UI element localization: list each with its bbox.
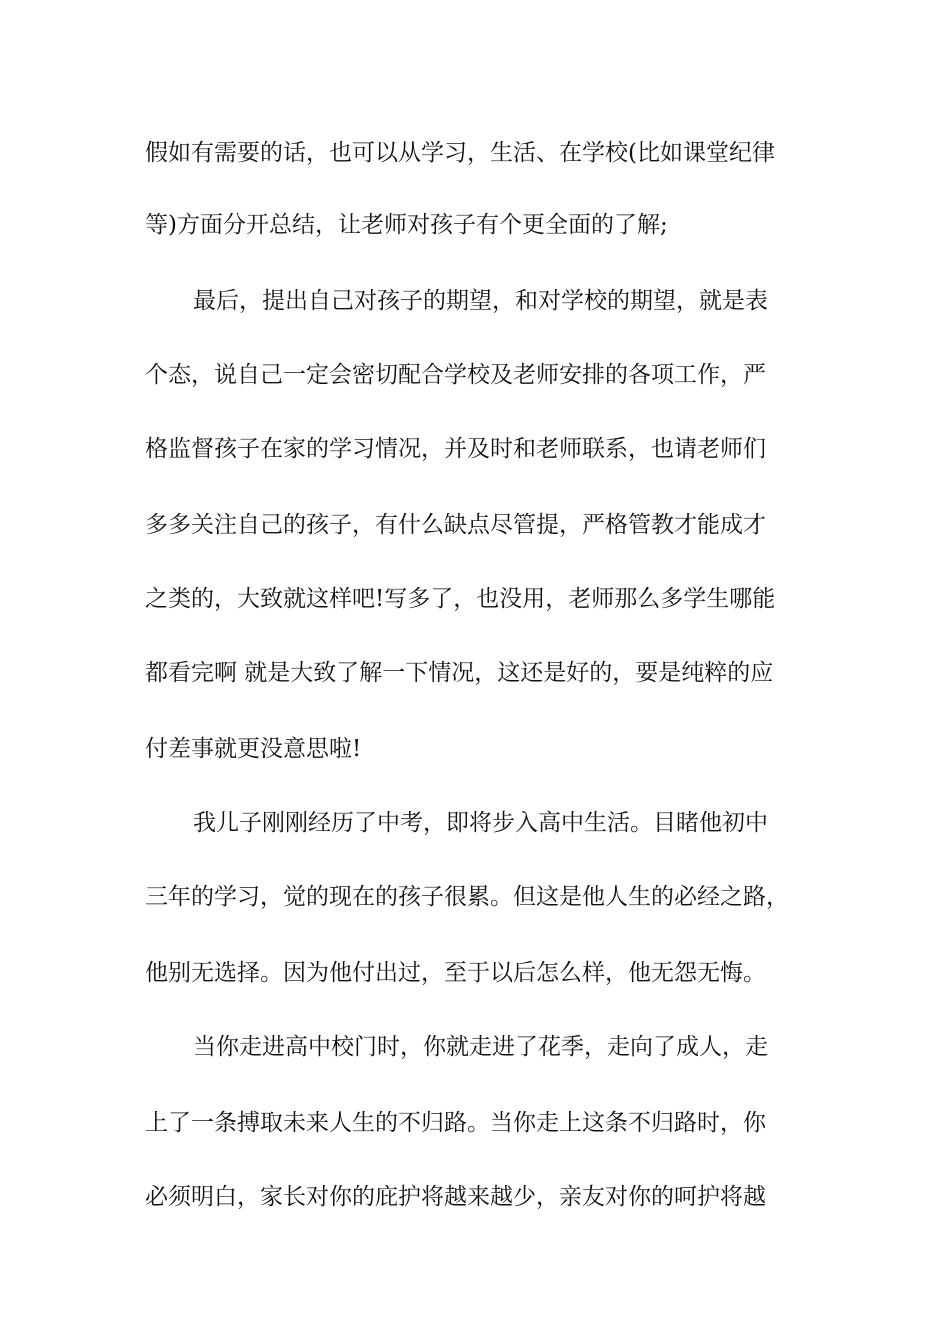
text-line: 假如有需要的话，也可以从学习，生活、在学校(比如课堂纪律: [145, 140, 775, 166]
paragraph-first-line: 当你走进高中校门时，你就走进了花季，走向了成人，走: [193, 1034, 768, 1060]
text-line: 都看完啊 就是大致了解一下情况，这还是好的，要是纯粹的应: [145, 660, 774, 686]
text-line: 他别无选择。因为他付出过，至于以后怎么样，他无怨无悔。: [145, 960, 766, 986]
paragraph-first-line: 最后，提出自己对孩子的期望，和对学校的期望，就是表: [193, 288, 768, 314]
text-line: 付差事就更没意思啦!: [145, 736, 362, 762]
text-line: 三年的学习，觉的现在的孩子很累。但这是他人生的必经之路，: [145, 884, 789, 910]
paragraph-first-line: 我儿子刚刚经历了中考，即将步入高中生活。目睹他初中: [193, 810, 768, 836]
text-line: 格监督孩子在家的学习情况，并及时和老师联系，也请老师们: [145, 436, 766, 462]
text-line: 上了一条搏取未来人生的不归路。当你走上这条不归路时，你: [145, 1110, 766, 1136]
text-line: 等)方面分开总结，让老师对孩子有个更全面的了解;: [145, 212, 668, 238]
text-line: 个态，说自己一定会密切配合学校及老师安排的各项工作，严: [145, 362, 766, 388]
text-line: 之类的，大致就这样吧!写多了，也没用，老师那么多学生哪能: [145, 586, 776, 612]
text-line: 多多关注自己的孩子，有什么缺点尽管提，严格管教才能成才: [145, 512, 766, 538]
text-line: 必须明白，家长对你的庇护将越来越少，亲友对你的呵护将越: [145, 1184, 766, 1210]
